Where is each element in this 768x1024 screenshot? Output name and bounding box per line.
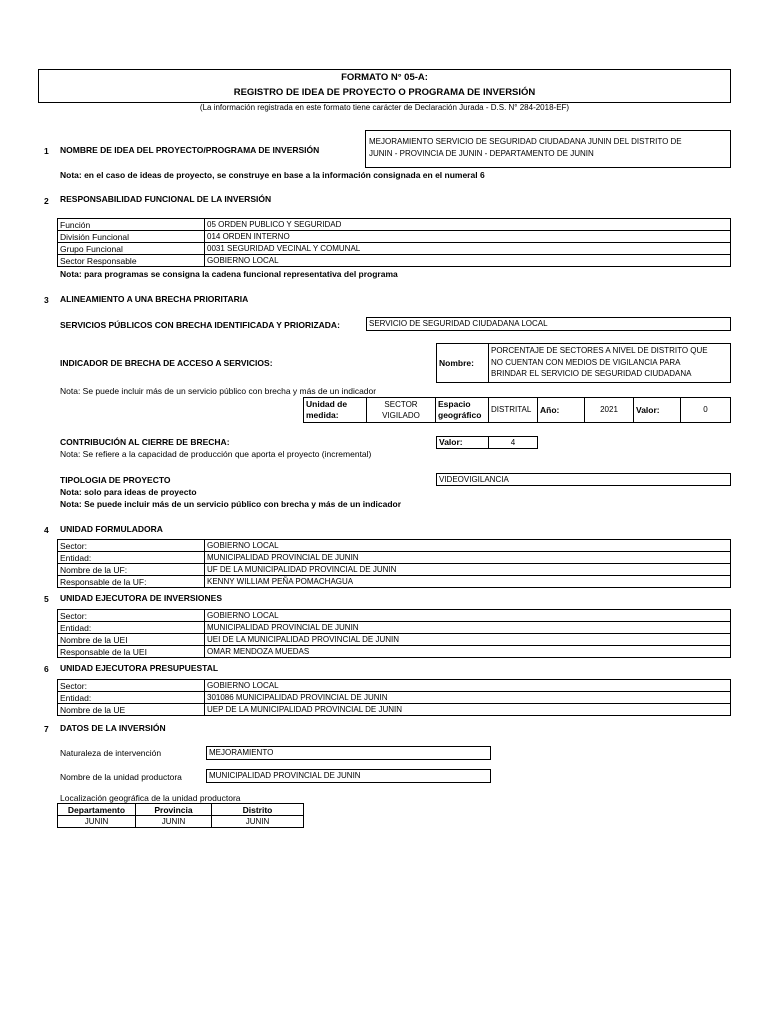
indicador-label: INDICADOR DE BRECHA DE ACCESO A SERVICIOS: xyxy=(60,358,273,368)
localizacion-table xyxy=(57,803,304,828)
project-name-field[interactable] xyxy=(365,130,731,168)
uei-table xyxy=(57,609,731,658)
espacio-geografico-field[interactable]: DISTRITAL xyxy=(488,397,538,423)
table-row xyxy=(58,540,731,552)
servicios-field[interactable]: SERVICIO DE SEGURIDAD CIUDADANA LOCAL xyxy=(366,317,731,331)
section-6-title: UNIDAD EJECUTORA PRESUPUESTAL xyxy=(60,663,219,673)
indicador-line-2: NO CUENTAN CON MEDIOS DE VIGILANCIA PARA xyxy=(491,357,681,367)
espacio-label-line-2: geográfico xyxy=(438,410,482,420)
row-value[interactable]: 014 ORDEN INTERNO xyxy=(205,231,731,243)
row-label: Grupo Funcional xyxy=(58,243,205,255)
section-3-note-2: Nota: Se refiere a la capacidad de producción que aporta el proyecto (incremental) xyxy=(60,449,372,459)
row-label: Responsable de la UEI xyxy=(58,646,205,658)
row-label: Nombre de la UF: xyxy=(58,564,205,576)
table-row xyxy=(58,255,731,267)
row-value[interactable]: UEP DE LA MUNICIPALIDAD PROVINCIAL DE JUNIN xyxy=(205,704,731,716)
form-header xyxy=(38,69,731,103)
row-label: Sector: xyxy=(58,540,205,552)
table-header-row xyxy=(58,804,304,816)
naturaleza-label: Naturaleza de intervención xyxy=(60,748,162,758)
project-name-line-2: JUNIN - PROVINCIA DE JUNIN - DEPARTAMENTO DE JUNIN xyxy=(369,149,594,158)
indicador-line-1: PORCENTAJE DE SECTORES A NIVEL DE DISTRITO QUE xyxy=(491,346,708,355)
section-7-title: DATOS DE LA INVERSIÓN xyxy=(60,723,166,733)
table-row xyxy=(58,692,731,704)
header-distrito: Distrito xyxy=(212,804,304,816)
table-row xyxy=(58,219,731,231)
indicador-nombre-field[interactable] xyxy=(488,343,731,383)
contribucion-valor-field[interactable]: 4 xyxy=(488,436,538,449)
value-distrito[interactable]: JUNIN xyxy=(212,816,304,828)
ue-table xyxy=(57,679,731,716)
table-row xyxy=(58,231,731,243)
row-label: Sector: xyxy=(58,680,205,692)
row-value[interactable]: UF DE LA MUNICIPALIDAD PROVINCIAL DE JUNIN xyxy=(205,564,731,576)
row-value[interactable]: 0031 SEGURIDAD VECINAL Y COMUNAL xyxy=(205,243,731,255)
table-row xyxy=(58,680,731,692)
header-departamento: Departamento xyxy=(58,804,136,816)
section-1-title: NOMBRE DE IDEA DEL PROYECTO/PROGRAMA DE INVERSIÓN xyxy=(60,145,320,155)
value-departamento[interactable]: JUNIN xyxy=(58,816,136,828)
valor-label: Valor: xyxy=(633,397,681,423)
espacio-label-line-1: Espacio xyxy=(438,399,471,409)
section-4-title: UNIDAD FORMULADORA xyxy=(60,524,163,534)
table-row xyxy=(58,243,731,255)
naturaleza-field[interactable]: MEJORAMIENTO xyxy=(206,746,491,760)
row-value[interactable]: GOBIERNO LOCAL xyxy=(205,680,731,692)
form-subtitle: (La información registrada en este formato tiene carácter de Declaración Jurada - D.S. N° 284-2018-EF) xyxy=(199,103,570,112)
row-value[interactable]: GOBIERNO LOCAL xyxy=(205,255,731,267)
tipologia-field[interactable]: VIDEOVIGILANCIA xyxy=(436,473,731,486)
unidad-productora-field[interactable]: MUNICIPALIDAD PROVINCIAL DE JUNIN xyxy=(206,769,491,783)
section-3-number: 3 xyxy=(44,295,49,305)
section-5-number: 5 xyxy=(44,594,49,604)
table-row xyxy=(58,576,731,588)
row-label: División Funcional xyxy=(58,231,205,243)
table-row xyxy=(58,552,731,564)
row-value[interactable]: GOBIERNO LOCAL xyxy=(205,540,731,552)
unidad-label-line-1: Unidad de xyxy=(306,399,348,409)
section-4-number: 4 xyxy=(44,525,49,535)
section-3-note-3: Nota: solo para ideas de proyecto xyxy=(60,487,197,497)
indicador-line-3: BRINDAR EL SERVICIO DE SEGURIDAD CIUDADANA xyxy=(491,369,692,378)
unidad-value-line-2: VIGILADO xyxy=(382,411,420,420)
form-number: FORMATO N° 05-A: xyxy=(341,72,428,83)
section-2-note: Nota: para programas se consigna la cadena funcional representativa del programa xyxy=(60,269,398,279)
anio-field[interactable]: 2021 xyxy=(584,397,634,423)
row-label: Nombre de la UE xyxy=(58,704,205,716)
unidad-medida-field[interactable] xyxy=(366,397,436,423)
section-2-title: RESPONSABILIDAD FUNCIONAL DE LA INVERSIÓN xyxy=(60,194,272,204)
localizacion-label: Localización geográfica de la unidad productora xyxy=(60,793,241,803)
row-value[interactable]: MUNICIPALIDAD PROVINCIAL DE JUNIN xyxy=(205,552,731,564)
table-row xyxy=(58,646,731,658)
table-row xyxy=(58,816,304,828)
anio-label: Año: xyxy=(537,397,585,423)
section-3-note-1: Nota: Se puede incluir más de un servicio público con brecha y más de un indicador xyxy=(60,386,377,396)
contribucion-valor-label: Valor: xyxy=(436,436,489,449)
row-value[interactable]: OMAR MENDOZA MUEDAS xyxy=(205,646,731,658)
unidad-value-line-1: SECTOR xyxy=(384,400,418,409)
row-value[interactable]: KENNY WILLIAM PEÑA POMACHAGUA xyxy=(205,576,731,588)
unidad-label-line-2: medida: xyxy=(306,410,339,420)
form-title: REGISTRO DE IDEA DE PROYECTO O PROGRAMA DE INVERSIÓN xyxy=(233,87,536,98)
row-label: Responsable de la UF: xyxy=(58,576,205,588)
tipologia-label: TIPOLOGIA DE PROYECTO xyxy=(60,475,171,485)
section-7-number: 7 xyxy=(44,724,49,734)
value-provincia[interactable]: JUNIN xyxy=(136,816,212,828)
row-value[interactable]: MUNICIPALIDAD PROVINCIAL DE JUNIN xyxy=(205,622,731,634)
valor-field[interactable]: 0 xyxy=(680,397,731,423)
row-label: Entidad: xyxy=(58,692,205,704)
section-5-title: UNIDAD EJECUTORA DE INVERSIONES xyxy=(60,593,222,603)
table-row xyxy=(58,610,731,622)
project-name-line-1: MEJORAMIENTO SERVICIO DE SEGURIDAD CIUDADANA JUNIN DEL DISTRITO DE xyxy=(369,137,682,146)
table-row xyxy=(58,564,731,576)
functional-table xyxy=(57,218,731,267)
espacio-geografico-label xyxy=(435,397,489,423)
row-value[interactable]: GOBIERNO LOCAL xyxy=(205,610,731,622)
section-1-number: 1 xyxy=(44,146,49,156)
table-row xyxy=(58,634,731,646)
row-label: Sector Responsable xyxy=(58,255,205,267)
contribucion-label: CONTRIBUCIÓN AL CIERRE DE BRECHA: xyxy=(60,437,230,447)
header-provincia: Provincia xyxy=(136,804,212,816)
nombre-label: Nombre: xyxy=(436,343,489,383)
row-value[interactable]: UEI DE LA MUNICIPALIDAD PROVINCIAL DE JUNIN xyxy=(205,634,731,646)
row-value[interactable]: 05 ORDEN PUBLICO Y SEGURIDAD xyxy=(205,219,731,231)
table-row xyxy=(58,622,731,634)
table-row xyxy=(58,704,731,716)
uf-table xyxy=(57,539,731,588)
section-1-note: Nota: en el caso de ideas de proyecto, se construye en base a la información consignada en el numeral 6 xyxy=(60,170,485,180)
row-label: Sector: xyxy=(58,610,205,622)
row-label: Nombre de la UEI xyxy=(58,634,205,646)
row-label: Entidad: xyxy=(58,622,205,634)
unidad-productora-label: Nombre de la unidad productora xyxy=(60,772,182,782)
section-6-number: 6 xyxy=(44,664,49,674)
section-3-title: ALINEAMIENTO A UNA BRECHA PRIORITARIA xyxy=(60,294,249,304)
row-label: Entidad: xyxy=(58,552,205,564)
unidad-medida-label xyxy=(303,397,367,423)
row-label: Función xyxy=(58,219,205,231)
section-3-note-4: Nota: Se puede incluir más de un servicio público con brecha y más de un indicador xyxy=(60,499,402,509)
row-value[interactable]: 301086 MUNICIPALIDAD PROVINCIAL DE JUNIN xyxy=(205,692,731,704)
section-2-number: 2 xyxy=(44,196,49,206)
servicios-label: SERVICIOS PÚBLICOS CON BRECHA IDENTIFICADA Y PRIORIZADA: xyxy=(60,320,340,330)
